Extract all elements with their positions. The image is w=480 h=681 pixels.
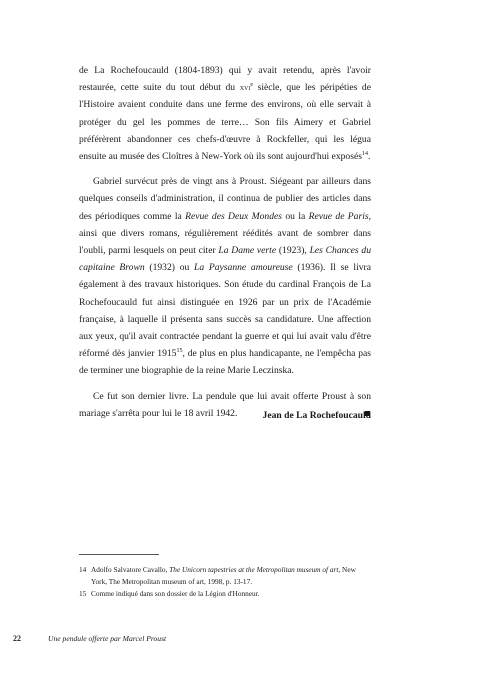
novel-title: La Dame verte — [218, 245, 277, 257]
paragraph-1-text: de La Rochefoucauld (1804-1893) qui y avait retendu, après l'avoir restaurée, cette suite du tout début du — [79, 65, 371, 94]
footnotes — [79, 564, 371, 601]
running-title: Une pendule offerte par Marcel Proust — [48, 634, 167, 643]
footnote-15 — [79, 588, 371, 600]
periodical-title: Revue de Paris — [308, 210, 369, 222]
footnote-number: 15 — [79, 589, 87, 599]
paragraph-2-text: ou la — [282, 210, 309, 222]
footnote-ref-15[interactable]: 15 — [176, 348, 183, 355]
footnote-14 — [79, 564, 371, 587]
paragraph-2-text: Gabriel survécut près de vingt ans à Proust. Siégeant par ailleurs dans quelques conseils d'administration, il continua de publier des articles dans des périodiques comme la — [79, 176, 371, 222]
footnote-text: Comme indiqué dans son dossier de la Légion d'Honneur. — [91, 589, 260, 599]
paragraph-1-end: . — [367, 151, 371, 163]
novel-title: Les Chances du capitaine Brown — [79, 245, 372, 274]
paragraph-2-text: (1936). Il se livra également à des travaux historiques. Son étude du cardinal François de La Rochefoucauld fut ainsi distinguée en 1926 par un prix de l'Académie française, à laquelle il présenta sans succès sa candidature. Une affection aux yeux, qu'il avait contractée pendant la guerre et qui lui avait valu d'être réformé dès janvier 1915 — [79, 262, 371, 360]
body-text — [79, 62, 371, 422]
footnote-number: 14 — [79, 565, 87, 574]
author-signature: Jean de La Rochefoucauld — [262, 410, 371, 421]
periodical-title: Revue des Deux Mondes — [185, 210, 283, 222]
paragraph-3-text: Ce fut son dernier livre. La pendule que lui avait offerte Proust à son mariage s'arrêta pour lui le 18 avril 1942. — [79, 390, 371, 419]
footnote-book-title: The Unicorn tapestries at the Metropolitan museum of art — [169, 565, 339, 574]
century-numeral: xvi — [239, 82, 251, 93]
footnote-divider — [79, 554, 159, 555]
paragraph-1 — [79, 62, 371, 165]
paragraph-2-text: (1923), — [276, 245, 310, 257]
paragraph-1-rest: siècle, que les péripéties de l'Histoire avaient conduite dans une ferme des environs, où elle servait à protéger du gel les pommes de terre… Son fils Aimery et Gabriel préférèrent abandonner ces chefs-d'œuvre à Rockfeller, qui les légua ensuite au musée des Cloîtres à New-York où ils sont aujourd'hui exposés — [79, 82, 371, 163]
footnote-text: Adolfo Salvatore Cavallo, — [91, 565, 170, 574]
footnote-text: , New York, The Metropolitan museum of art, 1998, p. 13-17. — [91, 565, 356, 586]
paragraph-2-text: , ainsi que divers romans, régulièrement réédités avant de sombrer dans l'oubli, parmi lesquels on peut citer — [79, 210, 371, 257]
novel-title: La Paysanne amoureuse — [194, 262, 293, 274]
page-number: 22 — [13, 634, 21, 643]
paragraph-2 — [79, 173, 371, 379]
footnote-ref-14[interactable]: 14 — [361, 151, 368, 158]
century-superscript: e — [250, 82, 254, 89]
paragraph-2-text: , de plus en plus handicapante, ne l'empêcha pas de terminer une biographie de la reine Marie Leczinska. — [79, 348, 371, 377]
paragraph-2-text: (1932) ou — [144, 262, 195, 274]
